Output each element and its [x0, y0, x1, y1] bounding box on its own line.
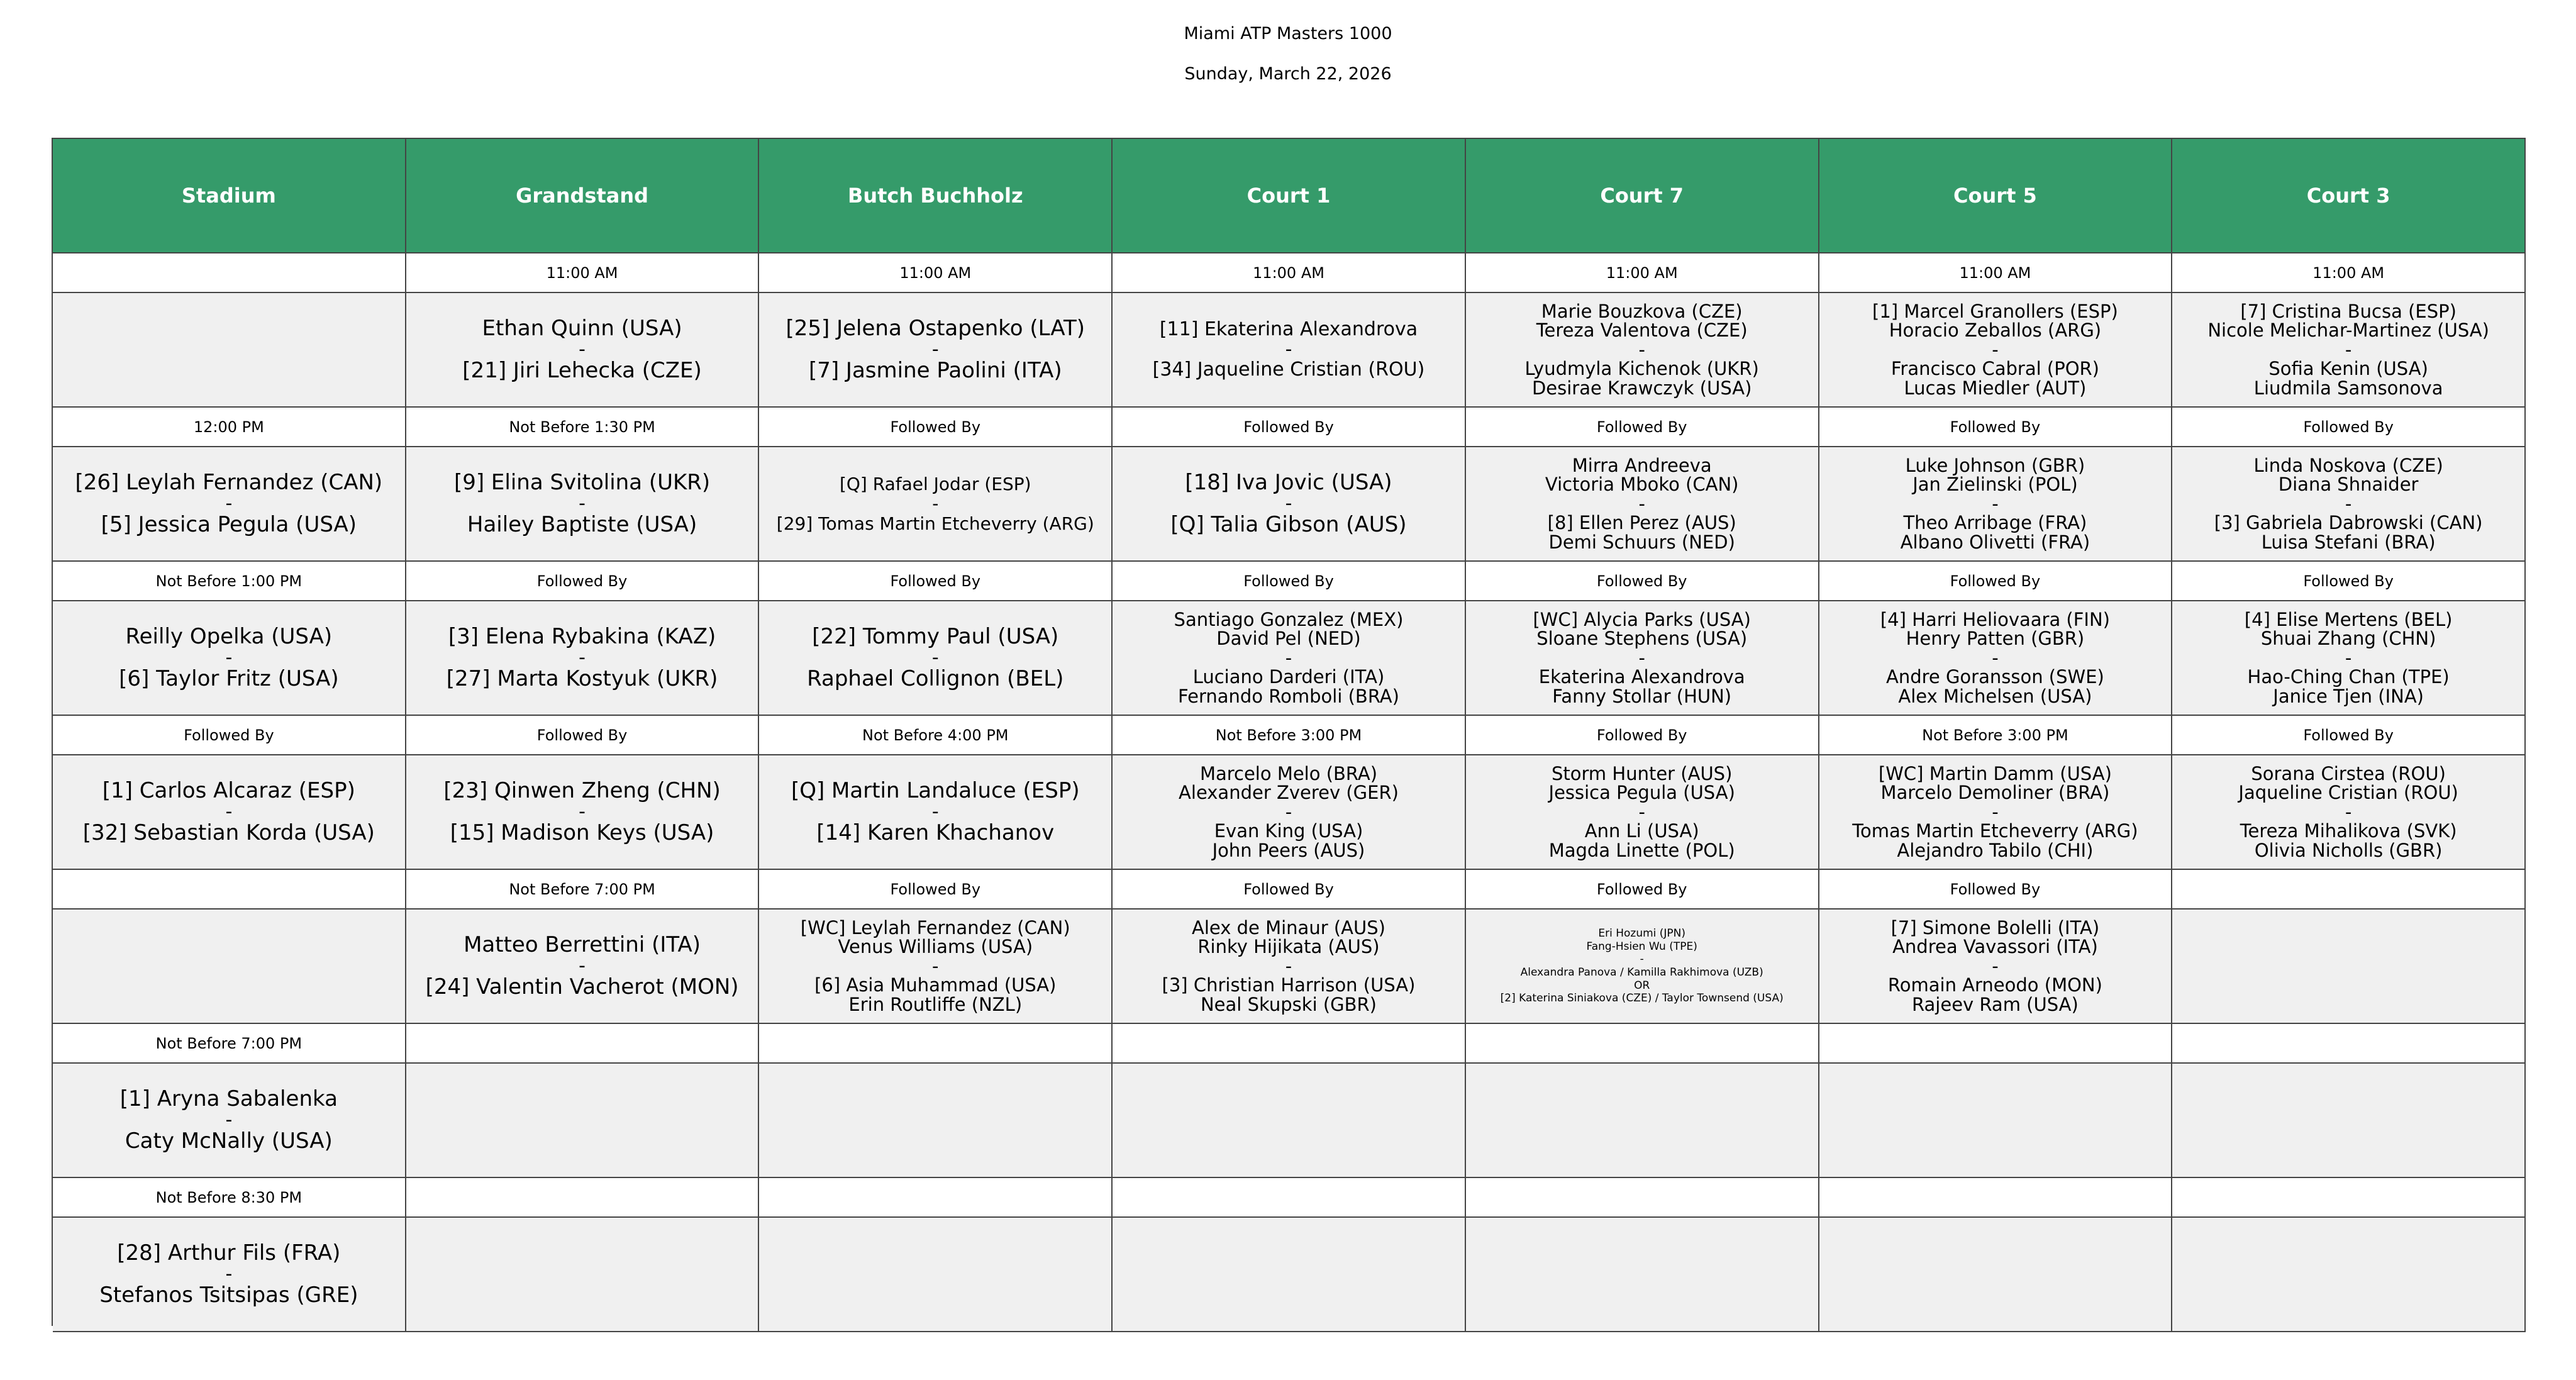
- match-cell: [759, 293, 1113, 408]
- match-cell: [53, 1064, 406, 1178]
- versus-separator: -: [932, 955, 939, 977]
- match-cell: [1113, 601, 1466, 716]
- player-name: [3] Christian Harrison (USA): [1162, 974, 1416, 996]
- tournament-title: Miami ATP Masters 1000: [1184, 24, 1392, 43]
- player-name: [7] Cristina Bucsa (ESP): [2240, 300, 2457, 322]
- versus-separator: -: [579, 338, 586, 361]
- order-of-play-grid: [52, 138, 2526, 1326]
- player-name: Ekaterina Alexandrova: [1538, 666, 1745, 688]
- match-cell: [1819, 601, 2173, 716]
- versus-separator: -: [1992, 338, 1999, 360]
- player-name: Storm Hunter (AUS): [1551, 762, 1733, 784]
- player-name: [3] Gabriela Dabrowski (CAN): [2214, 512, 2483, 534]
- match-time: Followed By: [2172, 716, 2526, 755]
- match-cell: [53, 755, 406, 870]
- versus-separator: -: [931, 801, 939, 823]
- empty-cell: [2172, 1218, 2526, 1332]
- player-name: [9] Elina Svitolina (UKR): [453, 470, 711, 496]
- player-name: Erin Routliffe (NZL): [848, 993, 1023, 1015]
- player-name: Venus Williams (USA): [838, 936, 1033, 958]
- match-cell: [1466, 910, 1819, 1024]
- player-name: [WC] Alycia Parks (USA): [1533, 608, 1751, 630]
- player-name: Nicole Melichar-Martinez (USA): [2207, 320, 2489, 342]
- player-name: [Q] Martin Landaluce (ESP): [791, 778, 1080, 804]
- empty-cell: [1819, 1218, 2173, 1332]
- player-name: Alexander Zverev (GER): [1179, 782, 1399, 804]
- empty-cell: [759, 1064, 1113, 1178]
- court-header: Stadium: [53, 139, 406, 253]
- match-time: [1113, 1024, 1466, 1064]
- player-name: Andrea Vavassori (ITA): [1892, 936, 2098, 958]
- player-name: Hao-Ching Chan (TPE): [2247, 666, 2450, 688]
- player-name: [28] Arthur Fils (FRA): [117, 1240, 341, 1266]
- versus-separator: -: [1638, 801, 1645, 823]
- match-time: Followed By: [1466, 562, 1819, 601]
- match-time: Followed By: [1113, 408, 1466, 447]
- match-cell: [1819, 755, 2173, 870]
- player-name: [WC] Martin Damm (USA): [1878, 762, 2112, 784]
- empty-cell: [53, 910, 406, 1024]
- match-time: Followed By: [1113, 562, 1466, 601]
- match-cell: [1113, 447, 1466, 562]
- match-cell: [2172, 447, 2526, 562]
- versus-separator: -: [2345, 492, 2352, 515]
- player-name: Alejandro Tabilo (CHI): [1897, 839, 2094, 861]
- player-name: [WC] Leylah Fernandez (CAN): [800, 916, 1070, 938]
- match-cell: [1466, 293, 1819, 408]
- empty-cell: [2172, 1064, 2526, 1178]
- player-name: Linda Noskova (CZE): [2253, 454, 2443, 476]
- versus-separator: -: [1638, 338, 1645, 360]
- player-name: Jessica Pegula (USA): [1548, 782, 1735, 804]
- match-time: [1466, 1178, 1819, 1218]
- player-name: [23] Qinwen Zheng (CHN): [443, 778, 721, 804]
- match-time: [1113, 1178, 1466, 1218]
- player-name: [32] Sebastian Korda (USA): [82, 820, 375, 845]
- player-name: [1] Marcel Granollers (ESP): [1872, 300, 2118, 322]
- match-time: Followed By: [1466, 716, 1819, 755]
- match-time: Followed By: [759, 870, 1113, 910]
- match-cell: [406, 447, 760, 562]
- player-name: [6] Asia Muhammad (USA): [814, 974, 1057, 996]
- player-name: Marcelo Melo (BRA): [1199, 762, 1378, 784]
- match-time: [53, 870, 406, 910]
- match-cell: [406, 910, 760, 1024]
- versus-separator: -: [225, 1109, 233, 1132]
- match-cell: [759, 601, 1113, 716]
- player-name: Janice Tjen (INA): [2273, 685, 2424, 707]
- player-name: Ann Li (USA): [1584, 820, 1699, 842]
- player-name: Ethan Quinn (USA): [482, 316, 682, 342]
- player-name: [5] Jessica Pegula (USA): [101, 511, 357, 537]
- player-name: [1] Carlos Alcaraz (ESP): [102, 778, 355, 804]
- match-cell: [1466, 447, 1819, 562]
- match-time: [759, 1024, 1113, 1064]
- player-name: [34] Jaqueline Cristian (ROU): [1152, 358, 1425, 381]
- player-name: [Q] Rafael Jodar (ESP): [839, 473, 1031, 494]
- court-header: Court 5: [1819, 139, 2173, 253]
- match-time: Followed By: [1819, 870, 2173, 910]
- match-cell: [406, 755, 760, 870]
- court-header: Court 1: [1113, 139, 1466, 253]
- player-name: [18] Iva Jovic (USA): [1185, 470, 1392, 496]
- match-time: [1819, 1024, 2173, 1064]
- match-time: Not Before 1:30 PM: [406, 408, 760, 447]
- player-name: Theo Arribage (FRA): [1903, 512, 2087, 534]
- match-time: [406, 1024, 760, 1064]
- player-name: [Q] Talia Gibson (AUS): [1170, 511, 1407, 537]
- player-name: Henry Patten (GBR): [1906, 628, 2085, 650]
- player-name: Andre Goransson (SWE): [1885, 666, 2104, 688]
- empty-cell: [759, 1218, 1113, 1332]
- player-name: Sorana Cirstea (ROU): [2251, 762, 2446, 784]
- or-separator: OR: [1634, 979, 1650, 992]
- player-name: Albano Olivetti (FRA): [1900, 531, 2090, 553]
- match-cell: [759, 447, 1113, 562]
- match-time: [406, 1178, 760, 1218]
- player-name: Santiago Gonzalez (MEX): [1174, 608, 1404, 630]
- versus-separator: -: [225, 1263, 233, 1286]
- player-name: [11] Ekaterina Alexandrova: [1159, 318, 1418, 341]
- match-time: [1466, 1024, 1819, 1064]
- match-time: Followed By: [1466, 408, 1819, 447]
- player-name: [1] Aryna Sabalenka: [119, 1086, 338, 1112]
- match-time: Not Before 8:30 PM: [53, 1178, 406, 1218]
- match-time: Followed By: [1466, 870, 1819, 910]
- match-time: 11:00 AM: [2172, 253, 2526, 293]
- versus-separator: -: [1285, 801, 1292, 823]
- empty-cell: [53, 293, 406, 408]
- match-time: Followed By: [1819, 408, 2173, 447]
- match-cell: [1466, 601, 1819, 716]
- player-name: [7] Simone Bolelli (ITA): [1890, 916, 2100, 938]
- versus-separator: -: [1638, 647, 1645, 669]
- versus-separator: -: [2345, 338, 2352, 360]
- player-name: [25] Jelena Ostapenko (LAT): [786, 316, 1085, 342]
- match-time: 11:00 AM: [759, 253, 1113, 293]
- player-name: Tomas Martin Etcheverry (ARG): [1852, 820, 2138, 842]
- versus-separator: -: [225, 801, 233, 823]
- player-name: [21] Jiri Lehecka (CZE): [462, 357, 702, 383]
- player-name: Caty McNally (USA): [125, 1128, 333, 1154]
- match-cell: [1113, 755, 1466, 870]
- player-name: Lyudmyla Kichenok (UKR): [1524, 358, 1759, 380]
- player-name: Tereza Valentova (CZE): [1536, 320, 1748, 342]
- match-time: 11:00 AM: [1819, 253, 2173, 293]
- match-cell: [759, 755, 1113, 870]
- player-name: Magda Linette (POL): [1548, 839, 1735, 861]
- match-time: Not Before 7:00 PM: [406, 870, 760, 910]
- player-name: [24] Valentin Vacherot (MON): [425, 974, 739, 999]
- player-name: Rinky Hijikata (AUS): [1197, 936, 1380, 958]
- versus-separator: -: [1992, 647, 1999, 669]
- match-cell: [406, 601, 760, 716]
- versus-separator: -: [1638, 492, 1645, 515]
- match-cell: [1819, 293, 2173, 408]
- match-time: Not Before 3:00 PM: [1819, 716, 2173, 755]
- versus-separator: -: [1285, 647, 1292, 669]
- match-time: Followed By: [53, 716, 406, 755]
- versus-separator: -: [1285, 338, 1292, 361]
- empty-cell: [1113, 1218, 1466, 1332]
- versus-separator: -: [579, 647, 586, 669]
- player-name: Reilly Opelka (USA): [125, 624, 333, 650]
- match-cell: [53, 601, 406, 716]
- player-name: David Pel (NED): [1216, 628, 1361, 650]
- versus-separator: -: [579, 955, 586, 977]
- versus-separator: -: [1285, 955, 1292, 977]
- match-cell: [2172, 601, 2526, 716]
- match-time: Followed By: [1113, 870, 1466, 910]
- match-time: Not Before 1:00 PM: [53, 562, 406, 601]
- player-name: Fang-Hsien Wu (TPE): [1586, 940, 1697, 953]
- versus-separator: -: [932, 493, 939, 515]
- player-name: [2] Katerina Siniakova (CZE) / Taylor Townsend (USA): [1500, 992, 1784, 1005]
- player-name: Horacio Zeballos (ARG): [1889, 320, 2102, 342]
- match-time: Followed By: [759, 562, 1113, 601]
- match-cell: [406, 293, 760, 408]
- player-name: Hailey Baptiste (USA): [467, 511, 697, 537]
- match-time: Followed By: [759, 408, 1113, 447]
- player-name: Francisco Cabral (POR): [1890, 358, 2099, 380]
- player-name: [3] Elena Rybakina (KAZ): [448, 624, 716, 650]
- match-cell: [53, 1218, 406, 1332]
- versus-separator: -: [931, 647, 939, 669]
- player-name: [27] Marta Kostyuk (UKR): [446, 665, 718, 691]
- player-name: Tereza Mihalikova (SVK): [2240, 820, 2457, 842]
- player-name: Evan King (USA): [1214, 820, 1363, 842]
- empty-cell: [2172, 910, 2526, 1024]
- match-time: [53, 253, 406, 293]
- player-name: [4] Elise Mertens (BEL): [2244, 608, 2453, 630]
- player-name: Stefanos Tsitsipas (GRE): [99, 1282, 358, 1308]
- empty-cell: [406, 1218, 760, 1332]
- match-time: Followed By: [2172, 408, 2526, 447]
- player-name: Fanny Stollar (HUN): [1552, 685, 1732, 707]
- player-name: Desirae Krawczyk (USA): [1531, 377, 1752, 399]
- player-name: Rajeev Ram (USA): [1912, 993, 2079, 1015]
- court-header: Court 3: [2172, 139, 2526, 253]
- match-time: 12:00 PM: [53, 408, 406, 447]
- match-cell: [1819, 447, 2173, 562]
- player-name: Lucas Miedler (AUT): [1904, 377, 2087, 399]
- player-name: John Peers (AUS): [1212, 839, 1365, 861]
- match-time: Followed By: [1819, 562, 2173, 601]
- player-name: Alexandra Panova / Kamilla Rakhimova (UZB): [1520, 966, 1763, 979]
- match-cell: [1113, 910, 1466, 1024]
- match-time: Not Before 7:00 PM: [53, 1024, 406, 1064]
- player-name: Raphael Collignon (BEL): [807, 665, 1064, 691]
- empty-cell: [1466, 1218, 1819, 1332]
- player-name: Marie Bouzkova (CZE): [1541, 300, 1743, 322]
- court-header: Butch Buchholz: [759, 139, 1113, 253]
- match-time: [2172, 1178, 2526, 1218]
- player-name: Diana Shnaider: [2278, 474, 2419, 496]
- player-name: [14] Karen Khachanov: [816, 820, 1055, 845]
- match-time: Followed By: [406, 562, 760, 601]
- player-name: [22] Tommy Paul (USA): [812, 624, 1059, 650]
- player-name: Alex Michelsen (USA): [1898, 685, 2092, 707]
- player-name: Olivia Nicholls (GBR): [2254, 839, 2443, 861]
- versus-separator: -: [1640, 953, 1644, 966]
- versus-separator: -: [1992, 492, 1999, 515]
- match-time: [1819, 1178, 2173, 1218]
- player-name: [29] Tomas Martin Etcheverry (ARG): [776, 513, 1094, 534]
- versus-separator: -: [2345, 801, 2352, 823]
- match-time: Not Before 3:00 PM: [1113, 716, 1466, 755]
- versus-separator: -: [225, 647, 233, 669]
- player-name: Shuai Zhang (CHN): [2260, 628, 2436, 650]
- versus-separator: -: [579, 801, 586, 823]
- player-name: Matteo Berrettini (ITA): [464, 932, 701, 958]
- match-time: [2172, 870, 2526, 910]
- empty-cell: [1466, 1064, 1819, 1178]
- match-cell: [1466, 755, 1819, 870]
- player-name: Luke Johnson (GBR): [1905, 454, 2085, 476]
- player-name: [6] Taylor Fritz (USA): [119, 665, 339, 691]
- match-cell: [1819, 910, 2173, 1024]
- match-cell: [53, 447, 406, 562]
- match-time: 11:00 AM: [406, 253, 760, 293]
- match-time: 11:00 AM: [1466, 253, 1819, 293]
- versus-separator: -: [225, 492, 233, 515]
- player-name: [15] Madison Keys (USA): [450, 820, 714, 845]
- match-time: Followed By: [2172, 562, 2526, 601]
- player-name: Fernando Romboli (BRA): [1178, 685, 1399, 707]
- versus-separator: -: [931, 338, 939, 361]
- schedule-date: Sunday, March 22, 2026: [1184, 64, 1392, 84]
- court-header: Court 7: [1466, 139, 1819, 253]
- player-name: [7] Jasmine Paolini (ITA): [808, 357, 1062, 383]
- versus-separator: -: [1992, 801, 1999, 823]
- player-name: Demi Schuurs (NED): [1548, 531, 1735, 553]
- match-cell: [2172, 293, 2526, 408]
- match-time: [2172, 1024, 2526, 1064]
- player-name: Jaqueline Cristian (ROU): [2238, 782, 2458, 804]
- versus-separator: -: [2345, 647, 2352, 669]
- player-name: Romain Arneodo (MON): [1887, 974, 2102, 996]
- player-name: Mirra Andreeva: [1572, 454, 1712, 476]
- match-time: [759, 1178, 1113, 1218]
- player-name: Sofia Kenin (USA): [2268, 358, 2428, 380]
- empty-cell: [1819, 1064, 2173, 1178]
- player-name: Jan Zielinski (POL): [1913, 474, 2078, 496]
- player-name: Victoria Mboko (CAN): [1545, 474, 1739, 496]
- player-name: [26] Leylah Fernandez (CAN): [75, 470, 383, 496]
- player-name: Luciano Darderi (ITA): [1192, 666, 1385, 688]
- empty-cell: [1113, 1064, 1466, 1178]
- player-name: Liudmila Samsonova: [2253, 377, 2443, 399]
- player-name: Neal Skupski (GBR): [1200, 993, 1377, 1015]
- match-time: Followed By: [406, 716, 760, 755]
- player-name: [4] Harri Heliovaara (FIN): [1880, 608, 2110, 630]
- player-name: Luisa Stefani (BRA): [2261, 531, 2436, 553]
- player-name: Sloane Stephens (USA): [1536, 628, 1748, 650]
- player-name: [8] Ellen Perez (AUS): [1547, 512, 1736, 534]
- match-time: 11:00 AM: [1113, 253, 1466, 293]
- court-header: Grandstand: [406, 139, 760, 253]
- match-cell: [2172, 755, 2526, 870]
- player-name: Marcelo Demoliner (BRA): [1880, 782, 2110, 804]
- match-cell: [1113, 293, 1466, 408]
- versus-separator: -: [1992, 955, 1999, 977]
- player-name: Eri Hozumi (JPN): [1598, 926, 1686, 940]
- player-name: Alex de Minaur (AUS): [1192, 916, 1385, 938]
- versus-separator: -: [579, 492, 586, 515]
- versus-separator: -: [1285, 492, 1292, 515]
- match-cell: [759, 910, 1113, 1024]
- match-time: Not Before 4:00 PM: [759, 716, 1113, 755]
- empty-cell: [406, 1064, 760, 1178]
